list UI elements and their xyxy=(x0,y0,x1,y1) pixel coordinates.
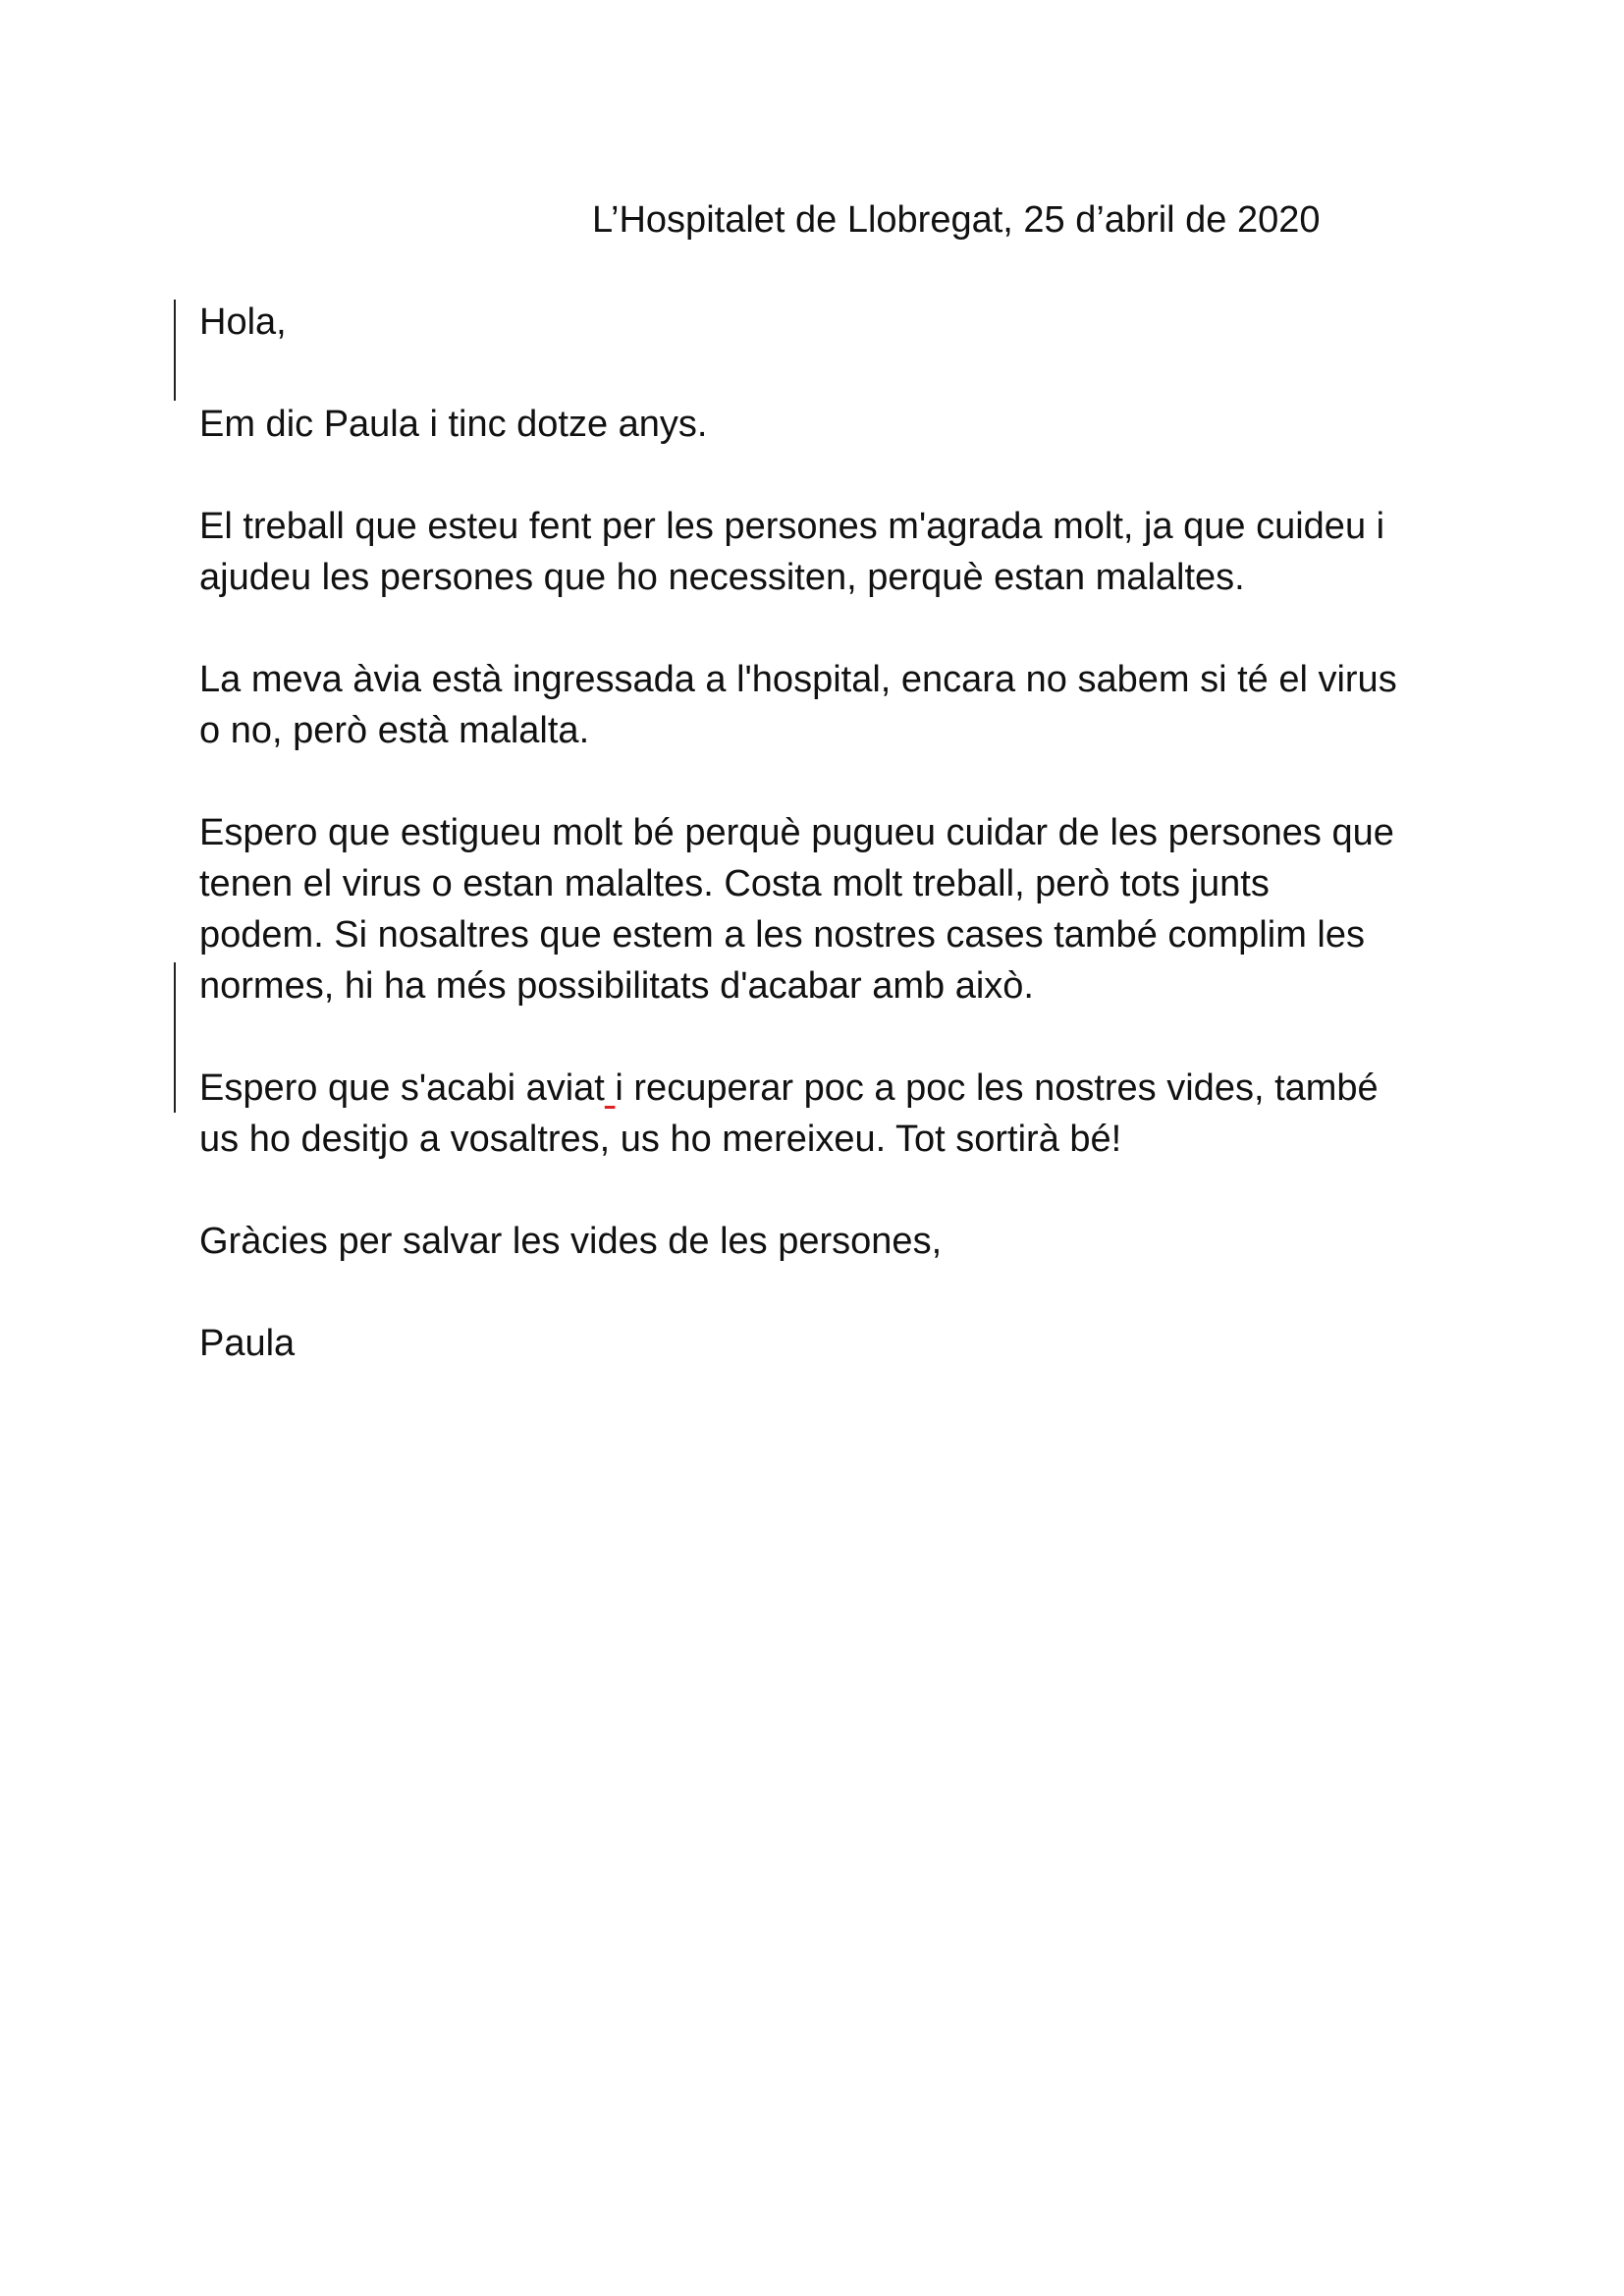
paragraph-3-line-2: o no, però està malalta. xyxy=(199,710,590,751)
paragraph-1-line-1: Em dic Paula i tinc dotze anys. xyxy=(199,404,708,445)
place-date: L’Hospitalet de Llobregat, 25 d’abril de 2020 xyxy=(592,199,1321,241)
paragraph-5-line-1 xyxy=(199,1063,1379,1114)
change-bar-middle xyxy=(174,962,176,1113)
signature: Paula xyxy=(199,1323,296,1364)
paragraph-4-line-2: tenen el virus o estan malaltes. Costa molt treball, però tots junts xyxy=(199,863,1270,904)
paragraph-4-line-3: podem. Si nosaltres que estem a les nostres cases també complim les xyxy=(199,914,1365,956)
paragraph-4-line-1: Espero que estigueu molt bé perquè pugueu cuidar de les persones que xyxy=(199,812,1394,853)
paragraph-5-line-1-end: i recuperar poc a poc les nostres vides, també xyxy=(615,1067,1379,1109)
greeting: Hola, xyxy=(199,301,287,343)
paragraph-2-line-2: ajudeu les persones que ho necessiten, perquè estan malaltes. xyxy=(199,557,1245,598)
paragraph-5-line-2: us ho desitjo a vosaltres, us ho mereixeu. Tot sortirà bé! xyxy=(199,1119,1122,1160)
paragraph-4-line-4: normes, hi ha més possibilitats d'acabar amb això. xyxy=(199,965,1034,1007)
change-bar-top xyxy=(174,300,176,401)
closing: Gràcies per salvar les vides de les persones, xyxy=(199,1221,943,1262)
paragraph-5-line-1-start: Espero que s'acabi aviat xyxy=(199,1067,605,1109)
paragraph-2-line-1: El treball que esteu fent per les persones m'agrada molt, ja que cuideu i xyxy=(199,506,1385,547)
paragraph-3-line-1: La meva àvia està ingressada a l'hospital, encara no sabem si té el virus xyxy=(199,659,1397,700)
spelling-mark xyxy=(605,1067,616,1109)
